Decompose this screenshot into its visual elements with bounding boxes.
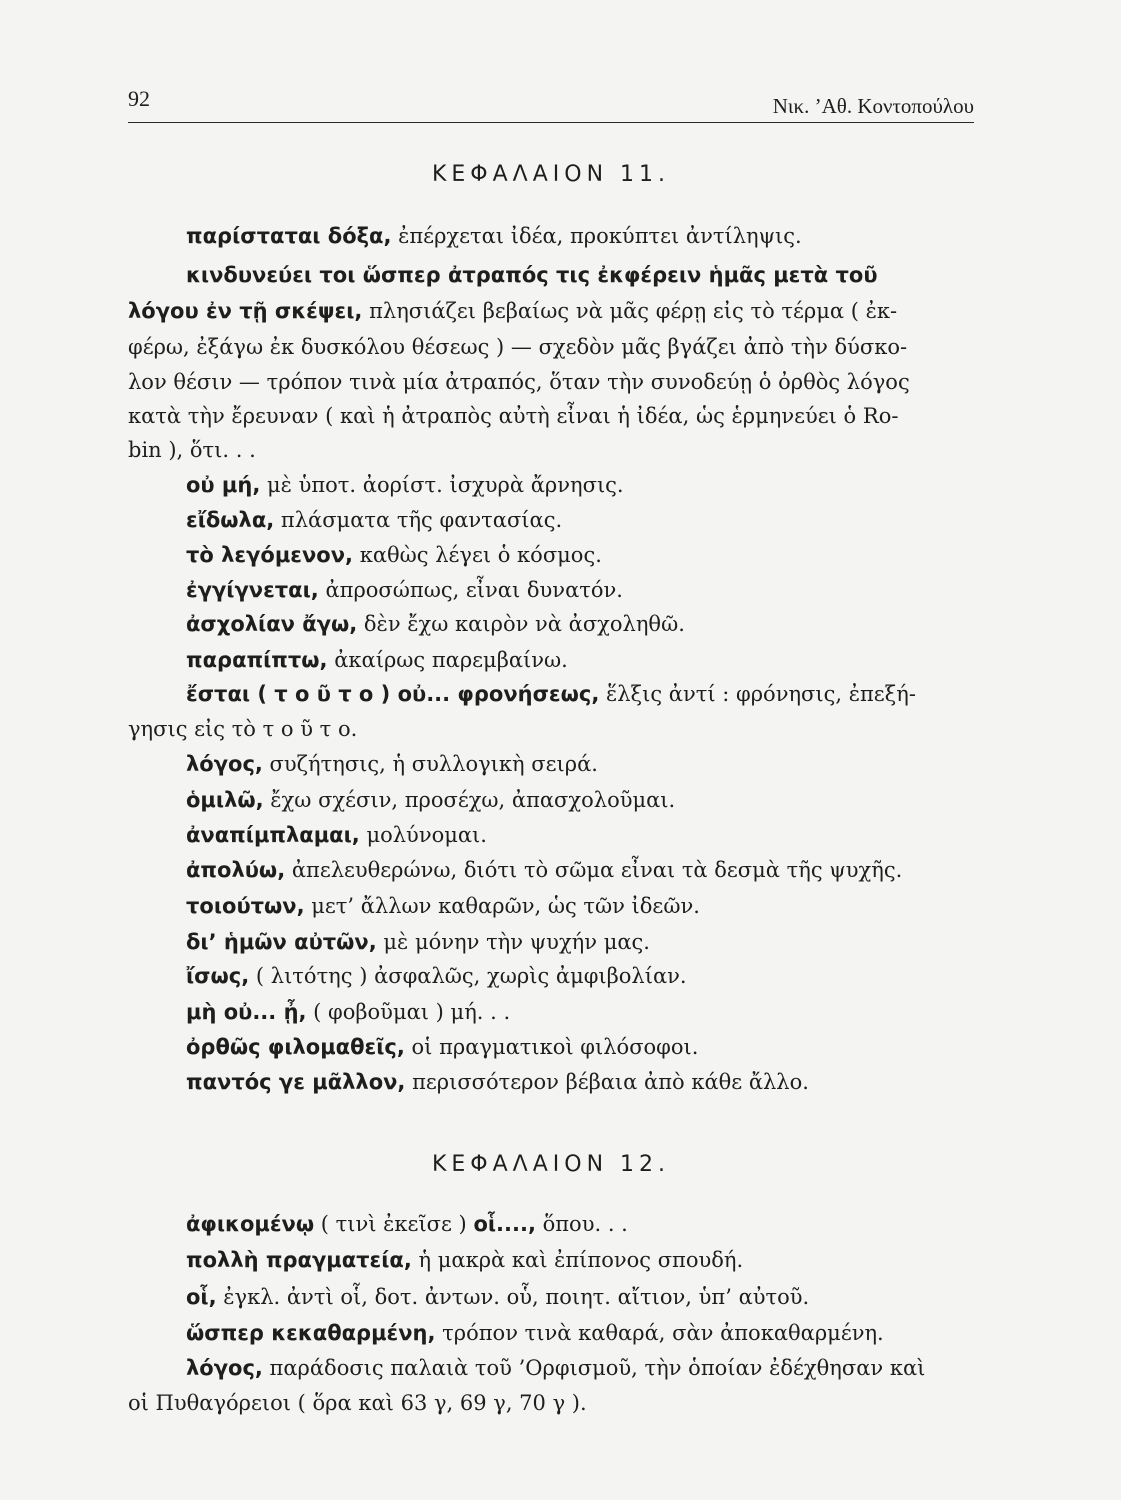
entry-line: κατὰ τὴν ἔρευναν ( καὶ ἡ ἀτραπὸς αὐτὴ εἶναι ἡ ἰδέα, ὡς ἑρμηνεύει ὁ Ro- bbox=[128, 404, 899, 428]
page-number: 92 bbox=[128, 86, 150, 111]
page-header bbox=[128, 86, 974, 123]
entry-line: ἀσχολίαν ἄγω, δὲν ἔχω καιρὸν νὰ ἀσχοληθῶ. bbox=[186, 612, 685, 636]
entry-line: ὥσπερ κεκαθαρμένη, τρόπον τινὰ καθαρά, σὰν ἀποκαθαρμένη. bbox=[186, 1321, 884, 1345]
entry-line: παντός γε μᾶλλον, περισσότερον βέβαια ἀπὸ κάθε ἄλλο. bbox=[186, 1070, 809, 1094]
entry-line: ὀρθῶς φιλομαθεῖς, οἱ πραγματικοὶ φιλόσοφοι. bbox=[186, 1035, 699, 1059]
entry-line: φέρω, ἐξάγω ἐκ δυσκόλου θέσεως ) — σχεδὸν μᾶς βγάζει ἀπὸ τὴν δύσκο- bbox=[128, 335, 908, 359]
entry-line: τοιούτων, μετ’ ἄλλων καθαρῶν, ὡς τῶν ἰδεῶν. bbox=[186, 894, 700, 918]
entry-line: ἔσται ( τ ο ῦ τ ο ) οὐ... φρονήσεως, ἕλξις ἀντί : φρόνησις, ἐπεξή- bbox=[186, 682, 916, 706]
entry-line: λόγος, συζήτησις, ἡ συλλογικὴ σειρά. bbox=[186, 752, 598, 776]
entry-line: γησις εἰς τὸ τ ο ῦ τ ο. bbox=[128, 717, 358, 741]
entry-line: εἴδωλα, πλάσματα τῆς φαντασίας. bbox=[186, 508, 563, 532]
entry-line: οἷ, ἐγκλ. ἀντὶ οἷ, δοτ. ἀντων. οὗ, ποιητ. αἴτιον, ὑπ’ αὐτοῦ. bbox=[186, 1285, 810, 1309]
entry-line: δι’ ἡμῶν αὐτῶν, μὲ μόνην τὴν ψυχήν μας. bbox=[186, 930, 650, 954]
chapter-heading-12: ΚΕΦΑΛΑΙΟΝ 12. bbox=[431, 1152, 671, 1177]
entry-line: bin ), ὅτι. . . bbox=[128, 438, 256, 462]
entry-line: ἐγγίγνεται, ἀπροσώπως, εἶναι δυνατόν. bbox=[186, 578, 623, 602]
entry-line: κινδυνεύει τοι ὥσπερ ἀτραπός τις ἐκφέρειν ἡμᾶς μετὰ τοῦ bbox=[186, 263, 878, 287]
entry-line: λόγος, παράδοσις παλαιὰ τοῦ ’Ορφισμοῦ, τὴν ὁποίαν ἐδέχθησαν καὶ bbox=[186, 1356, 926, 1380]
entry-line: μὴ οὐ... ᾖ, ( φοβοῦμαι ) μή. . . bbox=[186, 1000, 511, 1024]
entry-line: οὐ μή, μὲ ὑποτ. ἀορίστ. ἰσχυρὰ ἄρνησις. bbox=[186, 473, 624, 497]
entry-line: λόγου ἐν τῇ σκέψει, πλησιάζει βεβαίως νὰ μᾶς φέρῃ εἰς τὸ τέρμα ( ἐκ- bbox=[128, 299, 898, 323]
chapter-heading-11: ΚΕΦΑΛΑΙΟΝ 11. bbox=[431, 162, 671, 187]
entry-line: ἀναπίμπλαμαι, μολύνομαι. bbox=[186, 823, 487, 847]
entry-line: οἱ Πυθαγόρειοι ( ὅρα καὶ 63 γ, 69 γ, 70 γ ). bbox=[128, 1391, 587, 1415]
running-title: Νικ. ’Αθ. Κοντοπούλου bbox=[772, 94, 974, 118]
entry-line: πολλὴ πραγματεία, ἡ μακρὰ καὶ ἐπίπονος σπουδή. bbox=[186, 1248, 744, 1272]
entry-line: παραπίπτω, ἀκαίρως παρεμβαίνω. bbox=[186, 648, 568, 672]
entry-line: παρίσταται δόξα, ἐπέρχεται ἰδέα, προκύπτει ἀντίληψις. bbox=[186, 224, 802, 248]
entry-line: ἀπολύω, ἀπελευθερώνω, διότι τὸ σῶμα εἶναι τὰ δεσμὰ τῆς ψυχῆς. bbox=[186, 858, 903, 882]
entry-line: λον θέσιν — τρόπον τινὰ μία ἀτραπός, ὅταν τὴν συνοδεύῃ ὁ ὀρθὸς λόγος bbox=[128, 370, 910, 394]
entry-line: ὁμιλῶ, ἔχω σχέσιν, προσέχω, ἀπασχολοῦμαι. bbox=[186, 788, 676, 812]
entry-line: ἀφικομένῳ ( τινὶ ἐκεῖσε ) οἷ...., ὅπου. . . bbox=[186, 1212, 628, 1236]
entry-line: ἴσως, ( λιτότης ) ἀσφαλῶς, χωρὶς ἀμφιβολίαν. bbox=[186, 964, 687, 988]
entry-line: τὸ λεγόμενον, καθὼς λέγει ὁ κόσμος. bbox=[186, 543, 602, 567]
